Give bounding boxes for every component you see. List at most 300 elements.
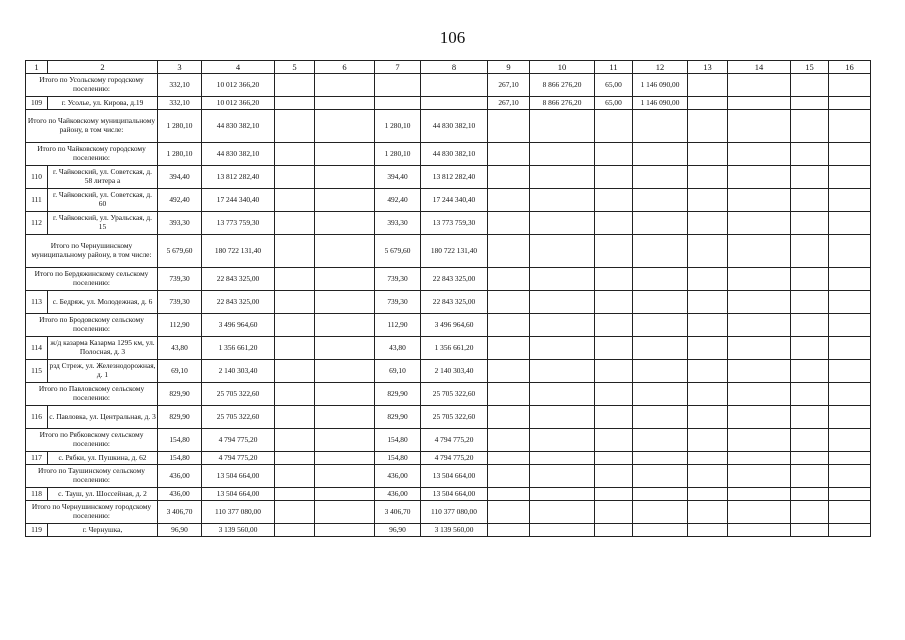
cell-col-9: 267,10 xyxy=(488,97,530,110)
subtotal-label: Итого по Павловскому сельскому поселению: xyxy=(26,383,158,406)
cell-col-12 xyxy=(633,501,688,524)
cell-col-14 xyxy=(728,429,791,452)
cell-col-9 xyxy=(488,465,530,488)
cell-col-12 xyxy=(633,314,688,337)
cell-col-15 xyxy=(791,429,829,452)
cell-col-6 xyxy=(315,488,375,501)
cell-col-6 xyxy=(315,189,375,212)
cell-col-10 xyxy=(530,429,595,452)
subtotal-label: Итого по Рябковскому сельскому поселению: xyxy=(26,429,158,452)
cell-col-6 xyxy=(315,452,375,465)
cell-col-3: 154,80 xyxy=(158,429,202,452)
cell-col-6 xyxy=(315,110,375,143)
cell-col-9 xyxy=(488,235,530,268)
cell-col-15 xyxy=(791,74,829,97)
cell-col-11 xyxy=(595,189,633,212)
cell-col-6 xyxy=(315,524,375,537)
cell-col-3: 43,80 xyxy=(158,337,202,360)
row-number: 115 xyxy=(26,360,48,383)
row-number: 109 xyxy=(26,97,48,110)
cell-col-14 xyxy=(728,337,791,360)
cell-col-10 xyxy=(530,268,595,291)
cell-col-11 xyxy=(595,212,633,235)
cell-col-11 xyxy=(595,268,633,291)
subtotal-label: Итого по Чернушинскому муниципальному району, в том числе: xyxy=(26,235,158,268)
cell-col-9 xyxy=(488,143,530,166)
cell-col-6 xyxy=(315,360,375,383)
column-header: 5 xyxy=(275,61,315,74)
cell-col-13 xyxy=(688,488,728,501)
cell-col-9 xyxy=(488,406,530,429)
cell-col-3: 436,00 xyxy=(158,465,202,488)
column-header: 10 xyxy=(530,61,595,74)
row-number: 118 xyxy=(26,488,48,501)
cell-col-12: 1 146 090,00 xyxy=(633,74,688,97)
address-cell: г. Чернушка, xyxy=(48,524,158,537)
cell-col-15 xyxy=(791,189,829,212)
cell-col-13 xyxy=(688,452,728,465)
cell-col-12 xyxy=(633,291,688,314)
cell-col-13 xyxy=(688,189,728,212)
table-row xyxy=(26,452,871,465)
cell-col-15 xyxy=(791,143,829,166)
column-header: 8 xyxy=(421,61,488,74)
cell-col-5 xyxy=(275,337,315,360)
cell-col-15 xyxy=(791,501,829,524)
cell-col-16 xyxy=(829,337,871,360)
cell-col-3: 739,30 xyxy=(158,291,202,314)
cell-col-8: 13 812 282,40 xyxy=(421,166,488,189)
cell-col-15 xyxy=(791,110,829,143)
cell-col-14 xyxy=(728,189,791,212)
cell-col-4: 13 504 664,00 xyxy=(202,465,275,488)
column-header: 6 xyxy=(315,61,375,74)
cell-col-12 xyxy=(633,110,688,143)
cell-col-10 xyxy=(530,465,595,488)
cell-col-16 xyxy=(829,488,871,501)
cell-col-16 xyxy=(829,212,871,235)
cell-col-10 xyxy=(530,383,595,406)
cell-col-7: 394,40 xyxy=(375,166,421,189)
cell-col-7: 436,00 xyxy=(375,465,421,488)
cell-col-12 xyxy=(633,488,688,501)
cell-col-4: 44 830 382,10 xyxy=(202,143,275,166)
cell-col-11 xyxy=(595,429,633,452)
cell-col-11 xyxy=(595,501,633,524)
cell-col-15 xyxy=(791,360,829,383)
cell-col-7: 5 679,60 xyxy=(375,235,421,268)
cell-col-15 xyxy=(791,337,829,360)
cell-col-8: 13 773 759,30 xyxy=(421,212,488,235)
cell-col-16 xyxy=(829,291,871,314)
cell-col-16 xyxy=(829,465,871,488)
cell-col-14 xyxy=(728,291,791,314)
cell-col-3: 112,90 xyxy=(158,314,202,337)
cell-col-13 xyxy=(688,97,728,110)
cell-col-4: 25 705 322,60 xyxy=(202,406,275,429)
cell-col-9 xyxy=(488,268,530,291)
cell-col-11 xyxy=(595,465,633,488)
cell-col-15 xyxy=(791,268,829,291)
cell-col-15 xyxy=(791,291,829,314)
subtotal-row xyxy=(26,74,871,97)
cell-col-5 xyxy=(275,488,315,501)
cell-col-10: 8 866 276,20 xyxy=(530,97,595,110)
cell-col-7: 492,40 xyxy=(375,189,421,212)
table-row xyxy=(26,337,871,360)
table-row xyxy=(26,360,871,383)
cell-col-6 xyxy=(315,406,375,429)
cell-col-14 xyxy=(728,166,791,189)
cell-col-14 xyxy=(728,383,791,406)
cell-col-10 xyxy=(530,488,595,501)
cell-col-16 xyxy=(829,268,871,291)
header-row xyxy=(26,61,871,74)
cell-col-3: 492,40 xyxy=(158,189,202,212)
cell-col-9 xyxy=(488,166,530,189)
cell-col-14 xyxy=(728,465,791,488)
cell-col-16 xyxy=(829,383,871,406)
column-header: 15 xyxy=(791,61,829,74)
cell-col-16 xyxy=(829,360,871,383)
cell-col-14 xyxy=(728,452,791,465)
cell-col-9 xyxy=(488,314,530,337)
cell-col-8: 3 139 560,00 xyxy=(421,524,488,537)
row-number: 112 xyxy=(26,212,48,235)
cell-col-3: 394,40 xyxy=(158,166,202,189)
cell-col-10 xyxy=(530,110,595,143)
housing-table xyxy=(25,60,871,537)
cell-col-5 xyxy=(275,429,315,452)
cell-col-16 xyxy=(829,110,871,143)
cell-col-9 xyxy=(488,501,530,524)
address-cell: с. Тауш, ул. Шоссейная, д. 2 xyxy=(48,488,158,501)
cell-col-8: 25 705 322,60 xyxy=(421,383,488,406)
cell-col-8: 4 794 775,20 xyxy=(421,429,488,452)
cell-col-5 xyxy=(275,166,315,189)
cell-col-3: 1 280,10 xyxy=(158,143,202,166)
cell-col-6 xyxy=(315,74,375,97)
cell-col-9 xyxy=(488,452,530,465)
cell-col-13 xyxy=(688,235,728,268)
subtotal-row xyxy=(26,235,871,268)
cell-col-8: 110 377 080,00 xyxy=(421,501,488,524)
cell-col-4: 17 244 340,40 xyxy=(202,189,275,212)
cell-col-7: 112,90 xyxy=(375,314,421,337)
cell-col-8 xyxy=(421,97,488,110)
cell-col-12 xyxy=(633,166,688,189)
cell-col-3: 154,80 xyxy=(158,452,202,465)
cell-col-10 xyxy=(530,524,595,537)
cell-col-11 xyxy=(595,143,633,166)
cell-col-7: 43,80 xyxy=(375,337,421,360)
cell-col-12 xyxy=(633,337,688,360)
cell-col-12 xyxy=(633,383,688,406)
cell-col-3: 1 280,10 xyxy=(158,110,202,143)
address-cell: г. Чайковский, ул. Уральская, д. 15 xyxy=(48,212,158,235)
cell-col-13 xyxy=(688,337,728,360)
cell-col-9 xyxy=(488,212,530,235)
cell-col-13 xyxy=(688,465,728,488)
subtotal-row xyxy=(26,314,871,337)
cell-col-11 xyxy=(595,524,633,537)
cell-col-11 xyxy=(595,406,633,429)
cell-col-16 xyxy=(829,235,871,268)
cell-col-4: 13 504 664,00 xyxy=(202,488,275,501)
cell-col-13 xyxy=(688,360,728,383)
cell-col-3: 739,30 xyxy=(158,268,202,291)
cell-col-8: 22 843 325,00 xyxy=(421,291,488,314)
cell-col-14 xyxy=(728,268,791,291)
cell-col-13 xyxy=(688,74,728,97)
subtotal-label: Итого по Бердяжинскому сельскому поселению: xyxy=(26,268,158,291)
cell-col-13 xyxy=(688,524,728,537)
cell-col-16 xyxy=(829,143,871,166)
table-row xyxy=(26,166,871,189)
column-header: 11 xyxy=(595,61,633,74)
row-number: 111 xyxy=(26,189,48,212)
cell-col-4: 110 377 080,00 xyxy=(202,501,275,524)
cell-col-15 xyxy=(791,524,829,537)
cell-col-14 xyxy=(728,212,791,235)
column-header: 4 xyxy=(202,61,275,74)
cell-col-14 xyxy=(728,314,791,337)
cell-col-16 xyxy=(829,189,871,212)
column-header: 13 xyxy=(688,61,728,74)
cell-col-5 xyxy=(275,383,315,406)
cell-col-16 xyxy=(829,314,871,337)
cell-col-5 xyxy=(275,268,315,291)
cell-col-4: 44 830 382,10 xyxy=(202,110,275,143)
cell-col-8: 22 843 325,00 xyxy=(421,268,488,291)
column-header: 2 xyxy=(48,61,158,74)
subtotal-row xyxy=(26,465,871,488)
cell-col-5 xyxy=(275,524,315,537)
cell-col-4: 25 705 322,60 xyxy=(202,383,275,406)
cell-col-7: 739,30 xyxy=(375,291,421,314)
cell-col-12 xyxy=(633,465,688,488)
address-cell: г. Усолье, ул. Кирова, д.19 xyxy=(48,97,158,110)
column-header: 7 xyxy=(375,61,421,74)
subtotal-row xyxy=(26,110,871,143)
table-row xyxy=(26,212,871,235)
cell-col-11 xyxy=(595,383,633,406)
column-header: 14 xyxy=(728,61,791,74)
cell-col-15 xyxy=(791,452,829,465)
column-header: 12 xyxy=(633,61,688,74)
cell-col-9 xyxy=(488,360,530,383)
cell-col-10 xyxy=(530,501,595,524)
cell-col-12 xyxy=(633,360,688,383)
row-number: 117 xyxy=(26,452,48,465)
cell-col-7: 154,80 xyxy=(375,452,421,465)
cell-col-5 xyxy=(275,97,315,110)
cell-col-6 xyxy=(315,314,375,337)
cell-col-8: 180 722 131,40 xyxy=(421,235,488,268)
table-row xyxy=(26,524,871,537)
column-header: 9 xyxy=(488,61,530,74)
cell-col-3: 332,10 xyxy=(158,97,202,110)
cell-col-15 xyxy=(791,314,829,337)
cell-col-6 xyxy=(315,166,375,189)
cell-col-11 xyxy=(595,166,633,189)
subtotal-label: Итого по Усольскому городскому поселению: xyxy=(26,74,158,97)
cell-col-4: 3 496 964,60 xyxy=(202,314,275,337)
cell-col-9 xyxy=(488,110,530,143)
cell-col-10 xyxy=(530,406,595,429)
address-cell: с. Павловка, ул. Центральная, д. 3 xyxy=(48,406,158,429)
cell-col-7: 829,90 xyxy=(375,406,421,429)
cell-col-11 xyxy=(595,291,633,314)
cell-col-14 xyxy=(728,143,791,166)
table-row xyxy=(26,291,871,314)
cell-col-14 xyxy=(728,110,791,143)
cell-col-8 xyxy=(421,74,488,97)
cell-col-4: 3 139 560,00 xyxy=(202,524,275,537)
cell-col-3: 3 406,70 xyxy=(158,501,202,524)
cell-col-7: 3 406,70 xyxy=(375,501,421,524)
cell-col-11 xyxy=(595,314,633,337)
cell-col-3: 829,90 xyxy=(158,383,202,406)
cell-col-12 xyxy=(633,406,688,429)
row-number: 116 xyxy=(26,406,48,429)
address-cell: г. Чайковский, ул. Советская, д. 58 литера а xyxy=(48,166,158,189)
column-header: 16 xyxy=(829,61,871,74)
cell-col-8: 13 504 664,00 xyxy=(421,465,488,488)
cell-col-4: 4 794 775,20 xyxy=(202,452,275,465)
cell-col-3: 96,90 xyxy=(158,524,202,537)
row-number: 119 xyxy=(26,524,48,537)
cell-col-9 xyxy=(488,337,530,360)
cell-col-9 xyxy=(488,524,530,537)
cell-col-3: 5 679,60 xyxy=(158,235,202,268)
cell-col-16 xyxy=(829,501,871,524)
cell-col-15 xyxy=(791,235,829,268)
cell-col-4: 180 722 131,40 xyxy=(202,235,275,268)
cell-col-5 xyxy=(275,110,315,143)
cell-col-10 xyxy=(530,360,595,383)
table-row xyxy=(26,97,871,110)
address-cell: с. Бедряж, ул. Молодежная, д. 6 xyxy=(48,291,158,314)
column-header: 3 xyxy=(158,61,202,74)
cell-col-6 xyxy=(315,465,375,488)
cell-col-5 xyxy=(275,74,315,97)
cell-col-16 xyxy=(829,429,871,452)
cell-col-5 xyxy=(275,143,315,166)
cell-col-16 xyxy=(829,166,871,189)
cell-col-4: 2 140 303,40 xyxy=(202,360,275,383)
subtotal-row xyxy=(26,143,871,166)
cell-col-16 xyxy=(829,74,871,97)
row-number: 110 xyxy=(26,166,48,189)
cell-col-8: 44 830 382,10 xyxy=(421,110,488,143)
cell-col-13 xyxy=(688,212,728,235)
cell-col-14 xyxy=(728,406,791,429)
cell-col-12 xyxy=(633,235,688,268)
cell-col-16 xyxy=(829,452,871,465)
cell-col-7: 436,00 xyxy=(375,488,421,501)
subtotal-label: Итого по Таушинскому сельскому поселению: xyxy=(26,465,158,488)
cell-col-14 xyxy=(728,488,791,501)
cell-col-11 xyxy=(595,488,633,501)
cell-col-3: 69,10 xyxy=(158,360,202,383)
subtotal-row xyxy=(26,429,871,452)
cell-col-6 xyxy=(315,291,375,314)
subtotal-label: Итого по Чернушинскому городскому поселению: xyxy=(26,501,158,524)
cell-col-13 xyxy=(688,110,728,143)
cell-col-5 xyxy=(275,314,315,337)
table-row xyxy=(26,189,871,212)
cell-col-11: 65,00 xyxy=(595,97,633,110)
cell-col-15 xyxy=(791,488,829,501)
cell-col-8: 17 244 340,40 xyxy=(421,189,488,212)
cell-col-6 xyxy=(315,143,375,166)
subtotal-label: Итого по Чайковскому городскому поселению: xyxy=(26,143,158,166)
cell-col-11 xyxy=(595,360,633,383)
cell-col-5 xyxy=(275,291,315,314)
cell-col-13 xyxy=(688,291,728,314)
cell-col-12 xyxy=(633,212,688,235)
cell-col-7: 829,90 xyxy=(375,383,421,406)
cell-col-13 xyxy=(688,383,728,406)
cell-col-9 xyxy=(488,429,530,452)
cell-col-12 xyxy=(633,268,688,291)
cell-col-4: 13 773 759,30 xyxy=(202,212,275,235)
cell-col-14 xyxy=(728,97,791,110)
cell-col-16 xyxy=(829,97,871,110)
cell-col-8: 25 705 322,60 xyxy=(421,406,488,429)
cell-col-12 xyxy=(633,452,688,465)
cell-col-14 xyxy=(728,360,791,383)
cell-col-4: 13 812 282,40 xyxy=(202,166,275,189)
cell-col-5 xyxy=(275,360,315,383)
cell-col-7: 393,30 xyxy=(375,212,421,235)
cell-col-7 xyxy=(375,97,421,110)
cell-col-13 xyxy=(688,314,728,337)
cell-col-14 xyxy=(728,501,791,524)
cell-col-5 xyxy=(275,189,315,212)
cell-col-13 xyxy=(688,406,728,429)
cell-col-11: 65,00 xyxy=(595,74,633,97)
cell-col-13 xyxy=(688,143,728,166)
row-number: 113 xyxy=(26,291,48,314)
cell-col-15 xyxy=(791,212,829,235)
cell-col-10 xyxy=(530,291,595,314)
cell-col-14 xyxy=(728,74,791,97)
cell-col-8: 13 504 664,00 xyxy=(421,488,488,501)
cell-col-10 xyxy=(530,337,595,360)
cell-col-9 xyxy=(488,383,530,406)
subtotal-row xyxy=(26,501,871,524)
table-row xyxy=(26,406,871,429)
cell-col-5 xyxy=(275,465,315,488)
cell-col-6 xyxy=(315,212,375,235)
address-cell: рзд Стреж, ул. Железнодорожная, д. 1 xyxy=(48,360,158,383)
cell-col-5 xyxy=(275,406,315,429)
cell-col-13 xyxy=(688,501,728,524)
subtotal-row xyxy=(26,383,871,406)
cell-col-10 xyxy=(530,235,595,268)
cell-col-4: 22 843 325,00 xyxy=(202,268,275,291)
cell-col-11 xyxy=(595,235,633,268)
cell-col-4: 10 012 366,20 xyxy=(202,74,275,97)
cell-col-12 xyxy=(633,189,688,212)
cell-col-7: 1 280,10 xyxy=(375,143,421,166)
cell-col-11 xyxy=(595,110,633,143)
cell-col-6 xyxy=(315,97,375,110)
cell-col-4: 4 794 775,20 xyxy=(202,429,275,452)
cell-col-9 xyxy=(488,488,530,501)
